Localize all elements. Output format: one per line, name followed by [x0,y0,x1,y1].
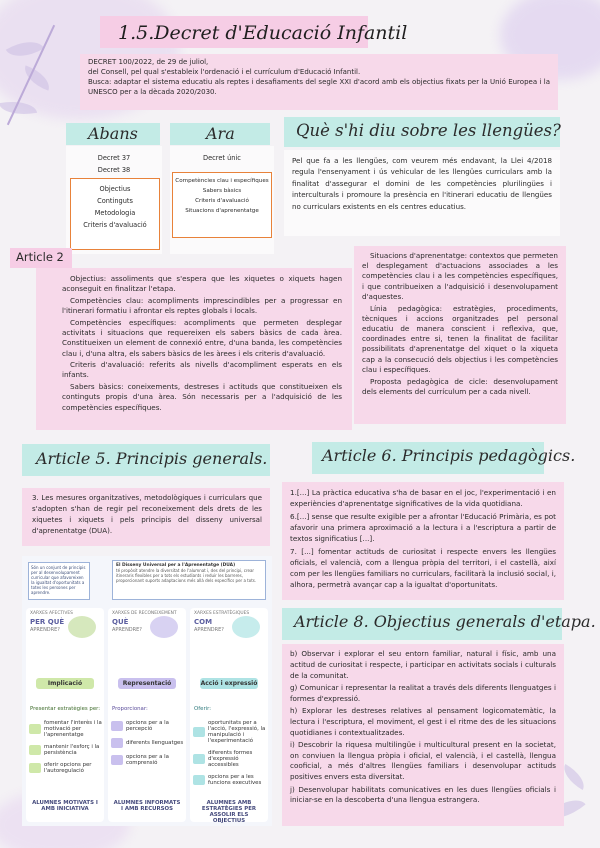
definition-objectius: Objectius: assoliments que s'espera que les xiquetes o xiquets hagen aconseguit en finalitzar l'etapa. [62,274,342,294]
checklist-icon [193,775,205,785]
article6-point: 7. [...] fomentar actituds de curiositat i respecte envers les llengües oficials, el valencià, com a llengua pròpia del territori, i el castellà, així com per les llengües familiars no curriculars, facilitarà la inclusió social, i, alhora, permetrà avançar cap a la igualtat d'oportunitats. [290,546,556,590]
objective-i: i) Descobrir la riquesa multilingüe i multicultural present en la societat, on conviuen la llengua pròpia i oficial, el valencià, i el castellà, llengua cooficial, a més d'altres llengües familiars i desenvolupar actituds positives envers esta diversitat. [290,739,556,782]
dua-note-right-body: té propòsit atendre la diversitat de l'alumnat i, des del principi, crear itineraris flexibles per a tots els estudiants i reduir les barreres, proporcionant suports adaptacions més allà dels específics per a tots. [116,568,257,584]
article2-right-box [354,246,566,424]
strategy-row: opcions per a la percepció [111,720,185,732]
network-label: XARXES AFECTIVES [30,611,73,616]
network-label: XARXES DE RECONEIXEMENT [112,611,177,616]
page-title: 1.5.Decret d'Educació Infantil [118,22,408,44]
article6-point: 6.[...] sense que resulte exigible per a afrontar l'Educació Primària, es pot afavorir una primera aproximació a la lectura i a l'escriptura a partir de textos significatius [...]. [290,511,556,544]
network-label: XARXES ESTRATÈGIQUES [194,611,250,616]
abans-items-box [70,178,160,250]
ara-decree: Decret únic [203,154,241,162]
definition-proposta: Proposta pedagògica de cicle: desenvolupament dels elements del currículum per a cada nivell. [362,376,558,396]
dua-column-affective [26,608,104,822]
strategy-row: diferents llenguatges [111,738,185,748]
thumbs-up-icon [29,724,41,734]
dua-infographic [22,556,272,826]
brain-icon [68,616,96,638]
strategy-row: opcions per a les funcions executives [193,774,267,786]
brain-icon [150,616,178,638]
brain-icon [232,616,260,638]
definition-situacions: Situacions d'aprenentatge: contextos que permeten el desplegament d'actuacions associades a les competències clau i a les competències específiques, i que contribueixen a l'adquisició i desenvolupament d'aquestes. [362,251,558,301]
strategy-row: diferents formes d'expressió accessibles [193,750,267,768]
definition-sabers: Sabers bàsics: coneixements, destreses i actituds que constitueixen els continguts propis d'una àrea. Són necessaris per a l'adquisició de les competències específiques. [62,382,342,412]
strategy-row: mantenir l'esforç i la persistència [29,744,103,756]
abans-item: Continguts [97,197,133,205]
handshake-icon [29,745,41,755]
article6-box [282,482,564,600]
article6-heading: Article 6. Principis pedagògics. [322,446,576,465]
accio-expressio-tag: Acció i expressió [200,680,258,687]
strategy-row: opcions per a la comprensió [111,754,185,766]
intro-line-2: del Consell, pel qual s'estableix l'ordenació i el currículum d'Educació Infantil. [88,67,361,76]
definition-competencies-clau: Competències clau: acompliments imprescindibles per a progressar en l'itinerari formatiu i afrontar els reptes globals i locals. [62,295,342,316]
strategy-row: fomentar l'interès i la motivació per l'aprenentatge [29,720,103,738]
abans-item: Objectius [99,185,131,193]
eye-icon [111,721,123,731]
column-intro: Proporcionar: [112,706,148,712]
why-question: PER QUÈ [30,618,65,626]
dua-column-strategic [190,608,268,822]
intro-box [80,54,558,110]
intro-line-3: Busca: adaptar el sistema educatiu als reptes i desafiaments del segle XXI d'acord amb els objectius fixats per la Unió Europea i la UNESCO per a la dècada 2020/2030. [88,77,550,96]
learn-label: APRENDRE? [112,627,142,633]
column-outcome: ALUMNES INFORMATS I AMB RECURSOS [113,800,181,812]
llengues-text: Pel que fa a les llengües, com veurem més endavant, la Llei 4/2018 regula l'ensenyament i ús vehicular de les llengües curriculars amb la finalitat d'assegurar el domini de les competències plurilingües i interculturals i promoure la presència en l'itinerari educatiu de llengües no curriculars existents en els centres educatius. [284,150,560,236]
abans-heading: Abans [88,124,138,143]
lightbulb-icon [111,755,123,765]
strategy-list [111,720,185,772]
strategy-list [29,720,103,780]
abans-item: Metodologia [94,209,136,217]
strategy-row: oferir opcions per l'autoregulació [29,762,103,774]
column-intro: Oferir: [194,706,212,712]
representacio-tag: Representació [118,678,176,689]
pencil-icon [193,754,205,764]
objective-j: j) Desenvolupar habilitats comunicatives en les dues llengües oficials i iniciar-se en la descoberta d'una llengua estrangera. [290,784,556,805]
abans-decree-2: Decret 38 [97,166,131,174]
ara-item: Criteris d'avaluació [195,198,249,204]
strategy-list [193,720,267,792]
ara-items-box [172,172,272,238]
ara-item: Competències clau i específiques [175,178,269,184]
dua-column-recognition [108,608,186,822]
implicacio-tag: Implicació [36,678,94,689]
article8-box [282,644,564,826]
article8-heading: Article 8. Objectius generals d'etapa. [294,612,596,631]
speech-bubble-icon [111,738,123,748]
column-outcome: ALUMNES AMB ESTRATÈGIES PER ASSOLIR ELS OBJECTIUS [201,800,257,824]
abans-item: Criteris d'avaluació [83,221,147,229]
dua-note-right [112,560,266,600]
intro-line-1: DECRET 100/2022, de 29 de juliol, [88,58,209,66]
ara-item: Sabers bàsics [202,188,242,194]
how-question: COM [194,618,213,626]
article6-point: 1.[...] La pràctica educativa s'ha de basar en el joc, l'experimentació i en experiències d'aprenentatge significatives de la vida quotidiana. [290,488,556,509]
objective-h: h) Explorar les destreses relatives al pensament logicomatemàtic, la lectura i l'escriptura, el moviment, el gest i el ritme des de les situacions quotidianes i contextualitzades. [290,705,556,737]
article2-label: Article 2 [16,250,64,264]
objective-g: g) Comunicar i representar la realitat a través dels diferents llenguatges i formes d'expressió. [290,682,556,703]
hand-icon [193,727,205,737]
article5-text: 3. Les mesures organitzatives, metodològiques i curriculars que s'adopten s'han de regir pel reconeixement dels drets de les xiquetes i xiquets i pels principis del disseny universal d'aprenentatge (DUA). [22,488,270,546]
abans-decree-1: Decret 37 [97,154,131,162]
dua-note-left: Són un conjunt de principis per al desenvolupament curricular que afavoreixen la igualtat d'oportunitats a totes les persones per aprendre. [28,562,90,600]
definition-competencies-especifiques: Competències específiques: acompliments que permeten desplegar activitats i situacions que requereixen els sabers bàsics de cada àrea. Constitueixen un element de connexió entre, d'una banda, les competències clau i, d'una altra, els sabers bàsics de les àrees i els criteris d'avaluació. [62,317,342,358]
what-question: QUÈ [112,618,129,626]
definition-criteris: Criteris d'avaluació: referits als nivells d'acompliment esperats en els infants. [62,360,342,380]
ara-heading: Ara [206,124,235,143]
strategy-row: oportunitats per a l'acció, l'expressió, la manipulació i l'experimentació [193,720,267,744]
definition-linia: Línia pedagògica: estratègies, procediments, tècniques i accions organitzades pel personal educatiu de manera conscient i reflexiva, que, coordinades entre si, tenen la finalitat de facilitar possibilitats d'aprenentatge del xiquet o la xiqueta cap a la consecució dels objectius i les competències clau i específiques. [362,303,558,374]
dua-note-right-title: El Disseny Universal per a l'Aprenentatge (DUA) [116,563,236,568]
article2-left-box [36,268,352,430]
column-outcome: ALUMNES MOTIVATS I AMB INICIATIVA [32,800,98,812]
objective-b: b) Observar i explorar el seu entorn familiar, natural i físic, amb una actitud de curiositat i respecte, i participar en activitats socials i culturals de la comunitat. [290,649,556,680]
learn-label: APRENDRE? [30,627,60,633]
column-intro: Presentar estratègies per: [30,706,101,712]
learn-label: APRENDRE? [194,627,224,633]
article5-heading: Article 5. Principis generals. [36,449,268,468]
ara-item: Situacions d'aprenentatge [185,208,259,214]
llengues-heading: Què s'hi diu sobre les llengües? [296,121,561,140]
gear-icon [29,763,41,773]
